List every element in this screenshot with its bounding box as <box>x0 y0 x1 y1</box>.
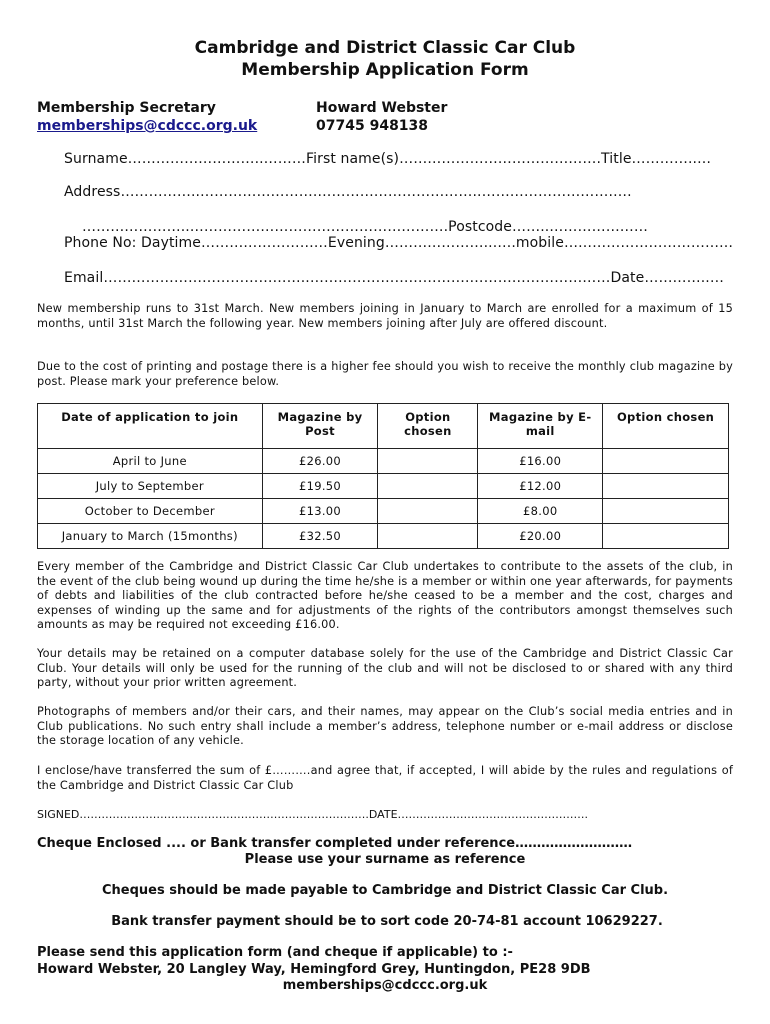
email-price-cell: £20.00 <box>478 524 603 549</box>
table-header-row <box>38 404 729 449</box>
surname-firstname-title-field[interactable]: Surname………………………..………First name(s)…………………………………….Title…………..… <box>64 151 712 167</box>
membership-terms-paragraph: New membership runs to 31st March. New members joining in January to March are enrolled for a maximum of 15 months, until 31st March the following year. New members joining after July are offered discount. <box>37 302 733 330</box>
address-field[interactable]: Address……………..…………………….……………………………..……………………….…. <box>64 184 632 200</box>
post-option-cell[interactable] <box>378 524 478 549</box>
post-price-cell: £26.00 <box>262 449 378 474</box>
email-price-cell: £16.00 <box>478 449 603 474</box>
table-row <box>38 499 729 524</box>
column-header: Option chosen <box>603 404 729 449</box>
membership-secretary-label: Membership Secretary <box>37 100 216 116</box>
send-to-heading: Please send this application form (and cheque if applicable) to :- <box>37 945 513 960</box>
postal-address: Howard Webster, 20 Langley Way, Hemingford Grey, Huntingdon, PE28 9DB <box>37 962 591 977</box>
column-header: Magazine by E-mail <box>478 404 603 449</box>
table-row <box>38 524 729 549</box>
postcode-field[interactable]: …………………..……………………………………………….Postcode……..………………… <box>82 219 649 235</box>
column-header: Option chosen <box>378 404 478 449</box>
liability-paragraph: Every member of the Cambridge and District Classic Car Club undertakes to contribute to the assets of the club, in the event of the club being wound up during the time he/she is a member or within one year afterwards, for payments of debts and liabilities of the club contracted before he/she ceased to be a member and the cost, charges and expenses of winding up the same and for adjustments of the rights of the contributors amongst themselves such amounts as may be required not exceeding £16.00. <box>37 560 733 632</box>
email-option-cell[interactable] <box>603 474 729 499</box>
post-option-cell[interactable] <box>378 499 478 524</box>
table-row <box>38 449 729 474</box>
post-price-cell: £13.00 <box>262 499 378 524</box>
email-option-cell[interactable] <box>603 449 729 474</box>
cheque-payable-note: Cheques should be made payable to Cambridge and District Classic Car Club. <box>101 883 669 898</box>
email-option-cell[interactable] <box>603 524 729 549</box>
email-option-cell[interactable] <box>603 499 729 524</box>
column-header: Date of application to join <box>38 404 263 449</box>
email-date-field[interactable]: Email……………………………………..…………………………….…………………………Date…………..… <box>64 270 724 286</box>
privacy-paragraph: Your details may be retained on a computer database solely for the use of the Cambridge and District Classic Car Club. Your details will only be used for the running of the club and will not be disclosed to or shared with any third party, without your prior written agreement. <box>37 647 733 690</box>
secretary-name: Howard Webster <box>316 100 448 116</box>
post-price-cell: £32.50 <box>262 524 378 549</box>
period-cell: October to December <box>38 499 263 524</box>
phone-fields[interactable]: Phone No: Daytime………………………Evening…………………..…..mobile……………………………… <box>64 235 734 251</box>
period-cell: January to March (15months) <box>38 524 263 549</box>
photographs-paragraph: Photographs of members and/or their cars, and their names, may appear on the Club’s social media entries and in Club publications. No such entry shall include a member’s address, telephone number or e-mail address or disclose the storage location of any vehicle. <box>37 705 733 748</box>
period-cell: July to September <box>38 474 263 499</box>
form-title-line2: Membership Application Form <box>241 60 529 80</box>
email-price-cell: £8.00 <box>478 499 603 524</box>
magazine-fee-paragraph: Due to the cost of printing and postage there is a higher fee should you wish to receive the monthly club magazine by post. Please mark your preference below. <box>37 360 733 388</box>
footer-email: memberships@cdccc.org.uk <box>282 978 488 993</box>
fees-table <box>37 403 729 549</box>
post-option-cell[interactable] <box>378 449 478 474</box>
secretary-phone: 07745 948138 <box>316 118 429 134</box>
period-cell: April to June <box>38 449 263 474</box>
reference-note: Please use your surname as reference <box>244 852 526 867</box>
agreement-paragraph: I enclose/have transferred the sum of £……….and agree that, if accepted, I will abide by the rules and regulations of the Cambridge and District Classic Car Club <box>37 764 733 792</box>
column-header: Magazine by Post <box>262 404 378 449</box>
signature-date-field[interactable]: SIGNED…………………………………………………………………….DATE……………………………………………. <box>37 808 589 821</box>
form-title-line1: Cambridge and District Classic Car Club <box>194 38 576 58</box>
post-price-cell: £19.50 <box>262 474 378 499</box>
secretary-email-link[interactable]: memberships@cdccc.org.uk <box>37 118 258 134</box>
post-option-cell[interactable] <box>378 474 478 499</box>
cheque-reference-line[interactable]: Cheque Enclosed .... or Bank transfer completed under reference……………………… <box>37 836 633 851</box>
email-price-cell: £12.00 <box>478 474 603 499</box>
table-row <box>38 474 729 499</box>
bank-details-note: Bank transfer payment should be to sort code 20-74-81 account 10629227. <box>111 914 663 929</box>
